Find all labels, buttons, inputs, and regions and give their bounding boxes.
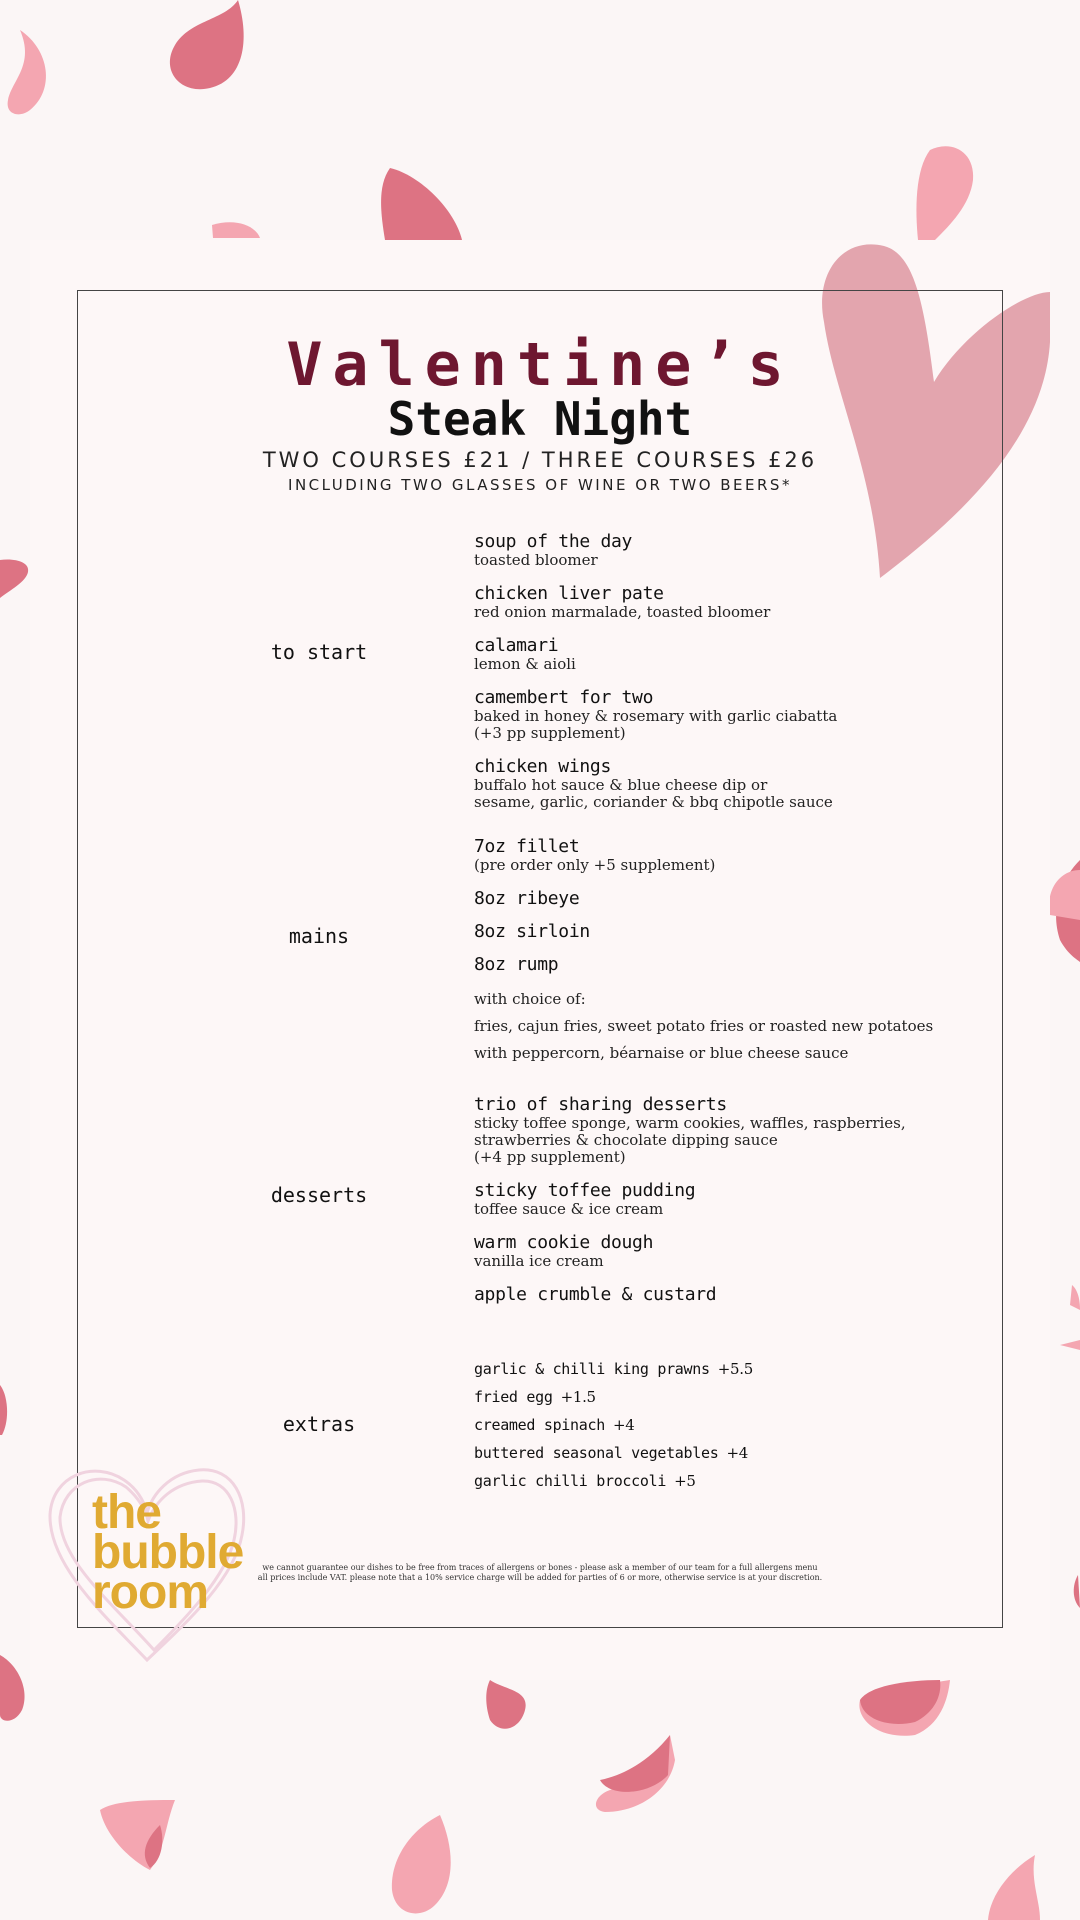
petal-decoration — [0, 1655, 25, 1721]
menu-item — [474, 635, 994, 673]
item-description: baked in honey & rosemary with garlic ciabatta — [474, 707, 838, 725]
item-description: sticky toffee sponge, warm cookies, waffles, raspberries, — [474, 1114, 906, 1132]
item-description: toasted bloomer — [474, 551, 598, 569]
petal-decoration — [859, 1680, 950, 1736]
item-name: 8oz rump — [474, 954, 559, 975]
extra-price: +5.5 — [717, 1360, 753, 1378]
menu-item — [474, 836, 994, 874]
item-description: strawberries & chocolate dipping sauce — [474, 1131, 778, 1149]
menu-item — [474, 954, 994, 975]
petal-decoration — [170, 0, 244, 89]
desserts-list — [474, 1094, 994, 1319]
disclaimer-line: we cannot guarantee our dishes to be free from traces of allergens or bones - please ask a member of our team for a full allergens menu — [262, 1563, 818, 1572]
petal-decoration — [988, 1855, 1040, 1920]
item-name: sticky toffee pudding — [474, 1180, 696, 1201]
item-name: apple crumble & custard — [474, 1284, 717, 1305]
petal-decoration — [596, 1735, 675, 1812]
extra-item — [474, 1443, 994, 1471]
item-name: chicken wings — [474, 756, 611, 777]
petal-decoration — [1060, 1340, 1080, 1350]
petal-decoration — [0, 560, 28, 599]
logo-text: bubble — [92, 1526, 244, 1579]
petal-decoration — [600, 1735, 670, 1792]
extra-item — [474, 1387, 994, 1415]
menu-item — [474, 583, 994, 621]
menu-item — [474, 921, 994, 942]
menu-title: Valentine’s — [286, 330, 794, 400]
item-description: buffalo hot sauce & blue cheese dip or — [474, 776, 768, 794]
item-description: (pre order only +5 supplement) — [474, 856, 716, 874]
petal-decoration — [100, 1800, 175, 1870]
petal-decoration — [916, 146, 973, 240]
petal-decoration — [1056, 860, 1080, 962]
disclaimer-line: all prices include VAT. please note that a 10% service charge will be added for parties of 6 or more, otherwise service is at your discretion. — [257, 1573, 823, 1582]
mains-note: fries, cajun fries, sweet potato fries or roasted new potatoes — [474, 1017, 934, 1035]
extras-list — [474, 1359, 994, 1499]
petal-decoration — [145, 1825, 163, 1868]
menu-subtitle: Steak Night — [387, 392, 693, 446]
item-name: camembert for two — [474, 687, 654, 708]
menu-item — [474, 888, 994, 909]
menu-item — [474, 1094, 994, 1166]
petal-decoration — [8, 30, 46, 114]
extra-item — [474, 1359, 994, 1387]
item-description: (+4 pp supplement) — [474, 1148, 626, 1166]
item-description: (+3 pp supplement) — [474, 724, 626, 742]
extra-item — [474, 1471, 994, 1499]
item-name: 7oz fillet — [474, 836, 580, 857]
item-name: 8oz sirloin — [474, 921, 590, 942]
petal-decoration — [1049, 870, 1080, 920]
item-name: chicken liver pate — [474, 583, 664, 604]
menu-item — [474, 1180, 994, 1218]
brand-logo — [92, 1486, 244, 1619]
extra-price: +5 — [674, 1472, 696, 1490]
petal-decoration — [1070, 1285, 1080, 1310]
item-description: sesame, garlic, coriander & bbq chipotle sauce — [474, 793, 833, 811]
extra-price: +4 — [612, 1416, 635, 1434]
item-name: 8oz ribeye — [474, 888, 580, 909]
extra-name: garlic & chilli king prawns — [474, 1360, 710, 1378]
menu-item — [474, 756, 994, 811]
item-description: red onion marmalade, toasted bloomer — [474, 603, 771, 621]
petal-decoration — [0, 1385, 7, 1435]
logo-text: room — [92, 1566, 208, 1619]
petal-decoration — [1074, 1575, 1080, 1608]
section-label-desserts: desserts — [270, 1183, 368, 1207]
extra-name: fried egg — [474, 1388, 553, 1406]
section-label-extras: extras — [282, 1412, 356, 1436]
extra-name: buttered seasonal vegetables — [474, 1444, 719, 1462]
item-name: trio of sharing desserts — [474, 1094, 727, 1115]
menu-item — [474, 687, 994, 742]
petal-decoration — [381, 168, 462, 240]
petal-decoration — [860, 1680, 940, 1724]
petal-decoration — [486, 1680, 525, 1729]
mains-list — [474, 836, 994, 1072]
extra-price: +1.5 — [560, 1388, 596, 1406]
allergen-disclaimer — [200, 1563, 880, 1583]
item-description: vanilla ice cream — [474, 1252, 604, 1270]
item-name: warm cookie dough — [474, 1232, 654, 1253]
section-label-starters: to start — [270, 640, 368, 664]
course-pricing: TWO COURSES £21 / THREE COURSES £26 — [262, 448, 818, 472]
mains-note: with choice of: — [474, 990, 586, 1008]
extra-price: +4 — [726, 1444, 748, 1462]
petal-decoration — [212, 222, 260, 238]
drinks-offer: INCLUDING TWO GLASSES OF WINE OR TWO BEERS* — [288, 476, 792, 494]
item-name: soup of the day — [474, 531, 633, 552]
extra-name: garlic chilli broccoli — [474, 1472, 667, 1490]
item-description: toffee sauce & ice cream — [474, 1200, 664, 1218]
extra-name: creamed spinach — [474, 1416, 605, 1434]
mains-note: with peppercorn, béarnaise or blue cheese sauce — [474, 1044, 849, 1062]
menu-item — [474, 1284, 994, 1305]
logo-text: the — [92, 1486, 161, 1539]
menu-item — [474, 1232, 994, 1270]
starters-list — [474, 531, 994, 825]
menu-item — [474, 531, 994, 569]
section-label-mains: mains — [288, 924, 350, 948]
petal-decoration — [392, 1815, 451, 1913]
item-description: lemon & aioli — [474, 655, 576, 673]
item-name: calamari — [474, 635, 559, 656]
extra-item — [474, 1415, 994, 1443]
